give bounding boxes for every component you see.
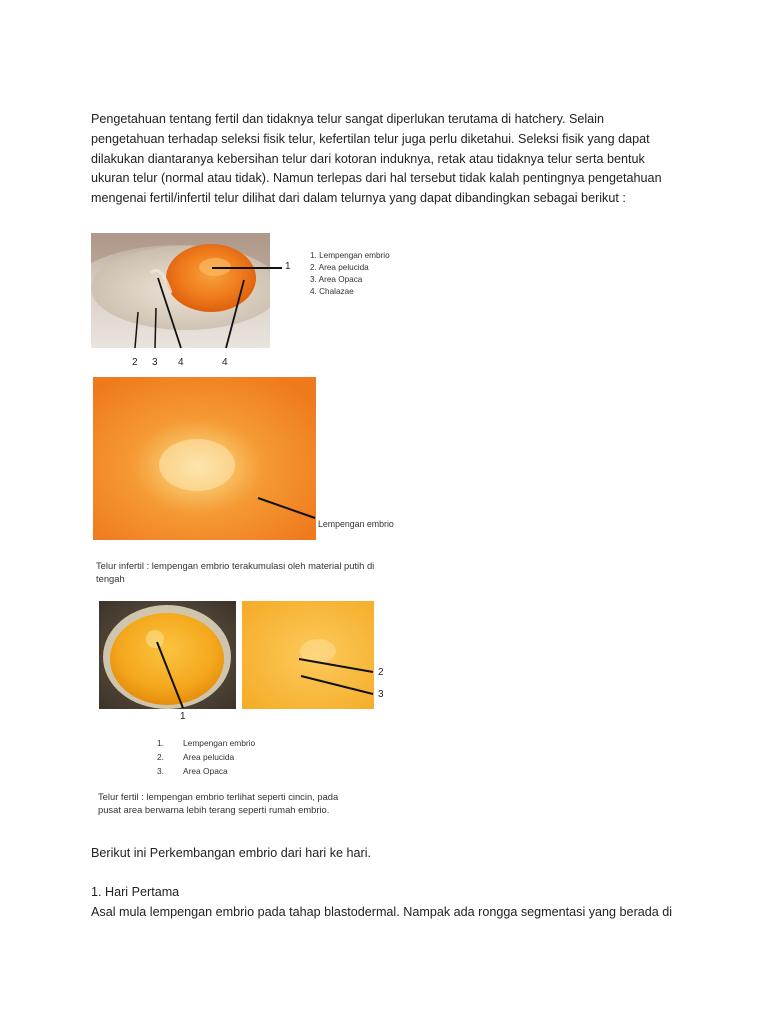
fig3-legend-num: 1. [157,738,164,748]
fertile-caption-line: Telur fertil : lempengan embrio terlihat seperti cincin, pada [98,791,339,802]
infertile-caption-line: Telur infertil : lempengan embrio terakumulasi oleh material putih di [96,560,375,571]
infertile-pointer-label: Lempengan embrio [318,519,394,529]
fig1-legend-item: 3. Area Opaca [310,275,363,284]
intro-line: dilakukan diantaranya kebersihan telur dari kotoran induknya, retak atau tidaknya telur serta bentuk [91,151,645,166]
intro-line: ukuran telur (normal atau tidak). Namun terlepas dari hal tersebut tidak kalah pentingnya pengetahuan [91,171,662,186]
fig1-legend-item: 2. Area pelucida [310,263,369,272]
fig3-legend-num: 2. [157,752,164,762]
fig1-legend-item: 1. Lempengan embrio [310,251,390,260]
fertile-caption [98,791,338,816]
fig3-legend-item [157,738,255,748]
fig1-legend-item: 4. Chalazae [310,287,354,296]
fig3-label-1: 1 [180,711,186,722]
fig3-legend-item [157,766,228,776]
fig3-legend-num: 3. [157,766,164,776]
fig3-legend-label: Lempengan embrio [183,738,256,748]
fig1-label-2: 2 [132,357,138,368]
intro-line: pengetahuan terhadap seleksi fisik telur, kefertilan telur juga perlu diketahui. Seleksi fisik yang dapat [91,131,650,146]
fig1-label-4a: 4 [178,357,184,368]
intro-line: Pengetahuan tentang fertil dan tidaknya telur sangat diperlukan terutama di hatchery. Selain [91,112,604,126]
day1-text: Asal mula lempengan embrio pada tahap blastodermal. Nampak ada rongga segmentasi yang berada di [91,905,673,919]
fig3-legend-label: Area pelucida [183,752,235,762]
fig3-label-2: 2 [378,667,384,678]
section-intro: Berikut ini Perkembangan embrio dari hari ke hari. [91,846,371,860]
fig1-label-3: 3 [152,357,158,368]
fertile-caption-line: pusat area berwarna lebih terang seperti rumah embrio. [98,803,330,815]
fig3-legend-label: Area Opaca [183,766,228,776]
day1-heading: 1. Hari Pertama [91,885,180,899]
fig1-label-1: 1 [285,261,291,272]
fig1-label-4b: 4 [222,357,228,368]
fig3-legend-item [157,752,234,762]
intro-line: mengenai fertil/infertil telur dilihat dari dalam telurnya yang dapat dibandingkan sebagai berikut : [91,191,626,206]
fig3-label-3: 3 [378,689,384,700]
infertile-caption-line: tengah [96,572,125,584]
